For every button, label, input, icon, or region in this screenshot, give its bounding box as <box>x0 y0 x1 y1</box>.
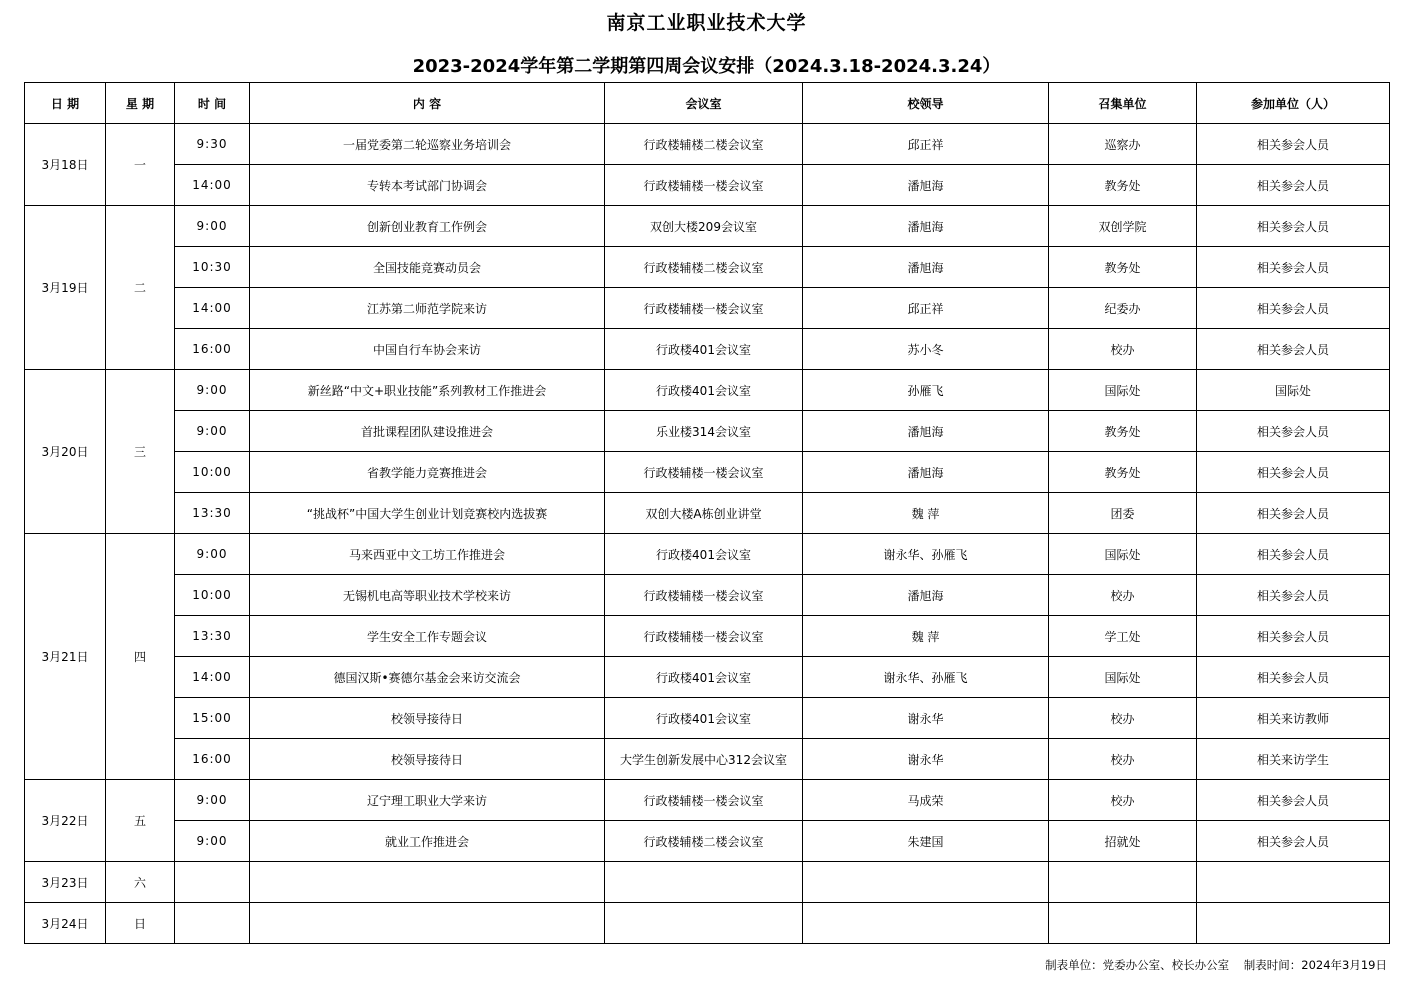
table-row <box>25 575 1390 616</box>
content-cell: 创新创业教育工作例会 <box>250 206 605 247</box>
weekday-cell: 四 <box>106 534 175 780</box>
table-row <box>25 411 1390 452</box>
attendees-cell: 相关参会人员 <box>1197 206 1390 247</box>
attendees-cell: 相关参会人员 <box>1197 247 1390 288</box>
time-cell <box>175 862 250 903</box>
attendees-cell: 相关参会人员 <box>1197 493 1390 534</box>
convener-cell: 校办 <box>1049 739 1197 780</box>
room-cell: 行政楼辅楼二楼会议室 <box>605 247 803 288</box>
header-content: 内 容 <box>250 83 605 124</box>
time-cell: 9:00 <box>175 821 250 862</box>
content-cell <box>250 903 605 944</box>
leader-cell: 潘旭海 <box>803 452 1049 493</box>
header-time: 时 间 <box>175 83 250 124</box>
header-row <box>25 83 1390 124</box>
content-cell: 辽宁理工职业大学来访 <box>250 780 605 821</box>
attendees-cell: 相关参会人员 <box>1197 452 1390 493</box>
content-cell: “挑战杯”中国大学生创业计划竞赛校内选拔赛 <box>250 493 605 534</box>
date-cell: 3月24日 <box>25 903 106 944</box>
leader-cell <box>803 862 1049 903</box>
leader-cell: 谢永华 <box>803 739 1049 780</box>
leader-cell: 潘旭海 <box>803 411 1049 452</box>
table-row <box>25 452 1390 493</box>
room-cell: 双创大楼209会议室 <box>605 206 803 247</box>
table-row <box>25 247 1390 288</box>
table-row <box>25 780 1390 821</box>
leader-cell: 潘旭海 <box>803 206 1049 247</box>
content-cell: 一届党委第二轮巡察业务培训会 <box>250 124 605 165</box>
leader-cell: 朱建国 <box>803 821 1049 862</box>
content-cell: 无锡机电高等职业技术学校来访 <box>250 575 605 616</box>
time-cell: 10:00 <box>175 575 250 616</box>
leader-cell: 谢永华、孙雁飞 <box>803 534 1049 575</box>
content-cell: 中国自行车协会来访 <box>250 329 605 370</box>
date-cell: 3月18日 <box>25 124 106 206</box>
time-cell: 15:00 <box>175 698 250 739</box>
content-cell: 马来西亚中文工坊工作推进会 <box>250 534 605 575</box>
table-row <box>25 862 1390 903</box>
room-cell: 行政楼辅楼一楼会议室 <box>605 780 803 821</box>
content-cell: 省教学能力竞赛推进会 <box>250 452 605 493</box>
room-cell: 双创大楼A栋创业讲堂 <box>605 493 803 534</box>
attendees-cell: 相关参会人员 <box>1197 534 1390 575</box>
room-cell: 行政楼辅楼二楼会议室 <box>605 821 803 862</box>
table-row <box>25 739 1390 780</box>
header-weekday: 星 期 <box>106 83 175 124</box>
header-leader: 校领导 <box>803 83 1049 124</box>
table-row <box>25 616 1390 657</box>
room-cell: 大学生创新发展中心312会议室 <box>605 739 803 780</box>
leader-cell: 邱正祥 <box>803 124 1049 165</box>
attendees-cell: 相关参会人员 <box>1197 821 1390 862</box>
table-row <box>25 329 1390 370</box>
convener-cell <box>1049 862 1197 903</box>
attendees-cell <box>1197 903 1390 944</box>
date-cell: 3月19日 <box>25 206 106 370</box>
room-cell: 行政楼辅楼一楼会议室 <box>605 575 803 616</box>
convener-cell: 校办 <box>1049 329 1197 370</box>
header-convener: 召集单位 <box>1049 83 1197 124</box>
convener-cell: 教务处 <box>1049 165 1197 206</box>
header-room: 会议室 <box>605 83 803 124</box>
table-row <box>25 821 1390 862</box>
weekday-cell: 六 <box>106 862 175 903</box>
weekday-cell: 三 <box>106 370 175 534</box>
table-row <box>25 657 1390 698</box>
weekday-cell: 二 <box>106 206 175 370</box>
content-cell: 学生安全工作专题会议 <box>250 616 605 657</box>
convener-cell: 教务处 <box>1049 411 1197 452</box>
attendees-cell: 相关参会人员 <box>1197 575 1390 616</box>
leader-cell: 孙雁飞 <box>803 370 1049 411</box>
room-cell: 行政楼辅楼二楼会议室 <box>605 124 803 165</box>
convener-cell <box>1049 903 1197 944</box>
content-cell: 江苏第二师范学院来访 <box>250 288 605 329</box>
weekday-cell: 日 <box>106 903 175 944</box>
convener-cell: 招就处 <box>1049 821 1197 862</box>
time-cell: 10:00 <box>175 452 250 493</box>
time-cell <box>175 903 250 944</box>
content-cell: 新丝路“中文+职业技能”系列教材工作推进会 <box>250 370 605 411</box>
leader-cell: 马成荣 <box>803 780 1049 821</box>
content-cell: 首批课程团队建设推进会 <box>250 411 605 452</box>
room-cell: 行政楼辅楼一楼会议室 <box>605 616 803 657</box>
room-cell: 乐业楼314会议室 <box>605 411 803 452</box>
convener-cell: 国际处 <box>1049 534 1197 575</box>
content-cell <box>250 862 605 903</box>
room-cell: 行政楼辅楼一楼会议室 <box>605 288 803 329</box>
convener-cell: 校办 <box>1049 780 1197 821</box>
header-date: 日 期 <box>25 83 106 124</box>
convener-cell: 学工处 <box>1049 616 1197 657</box>
time-cell: 9:00 <box>175 534 250 575</box>
time-cell: 9:00 <box>175 411 250 452</box>
content-cell: 德国汉斯•赛德尔基金会来访交流会 <box>250 657 605 698</box>
time-cell: 16:00 <box>175 329 250 370</box>
room-cell: 行政楼401会议室 <box>605 329 803 370</box>
time-cell: 10:30 <box>175 247 250 288</box>
time-cell: 9:00 <box>175 780 250 821</box>
time-cell: 9:30 <box>175 124 250 165</box>
time-cell: 9:00 <box>175 370 250 411</box>
weekday-cell: 五 <box>106 780 175 862</box>
leader-cell: 魏 萍 <box>803 616 1049 657</box>
weekday-cell: 一 <box>106 124 175 206</box>
time-cell: 13:30 <box>175 616 250 657</box>
room-cell <box>605 862 803 903</box>
attendees-cell: 相关来访学生 <box>1197 739 1390 780</box>
leader-cell: 魏 萍 <box>803 493 1049 534</box>
content-cell: 就业工作推进会 <box>250 821 605 862</box>
leader-cell: 潘旭海 <box>803 575 1049 616</box>
room-cell: 行政楼401会议室 <box>605 534 803 575</box>
attendees-cell: 相关参会人员 <box>1197 124 1390 165</box>
meeting-schedule-table <box>24 82 1390 944</box>
document-title: 南京工业职业技术大学 <box>606 12 807 34</box>
content-cell: 校领导接待日 <box>250 739 605 780</box>
content-cell: 专转本考试部门协调会 <box>250 165 605 206</box>
content-cell: 校领导接待日 <box>250 698 605 739</box>
table-row <box>25 124 1390 165</box>
convener-cell: 教务处 <box>1049 247 1197 288</box>
convener-cell: 国际处 <box>1049 657 1197 698</box>
time-cell: 14:00 <box>175 288 250 329</box>
leader-cell: 潘旭海 <box>803 165 1049 206</box>
attendees-cell: 相关参会人员 <box>1197 780 1390 821</box>
table-row <box>25 493 1390 534</box>
table-row <box>25 165 1390 206</box>
leader-cell: 邱正祥 <box>803 288 1049 329</box>
room-cell: 行政楼401会议室 <box>605 370 803 411</box>
time-cell: 14:00 <box>175 657 250 698</box>
attendees-cell: 相关参会人员 <box>1197 165 1390 206</box>
time-cell: 14:00 <box>175 165 250 206</box>
document-subtitle: 2023-2024学年第二学期第四周会议安排（2024.3.18-2024.3.24） <box>412 56 1001 77</box>
room-cell: 行政楼辅楼一楼会议室 <box>605 165 803 206</box>
footer-maker: 制表单位：党委办公室、校长办公室 <box>1045 958 1230 972</box>
attendees-cell: 相关参会人员 <box>1197 288 1390 329</box>
header-attendees: 参加单位（人） <box>1197 83 1390 124</box>
room-cell: 行政楼401会议室 <box>605 657 803 698</box>
convener-cell: 巡察办 <box>1049 124 1197 165</box>
leader-cell <box>803 903 1049 944</box>
attendees-cell: 相关参会人员 <box>1197 616 1390 657</box>
leader-cell: 苏小冬 <box>803 329 1049 370</box>
convener-cell: 团委 <box>1049 493 1197 534</box>
table-row <box>25 698 1390 739</box>
date-cell: 3月23日 <box>25 862 106 903</box>
attendees-cell: 国际处 <box>1197 370 1390 411</box>
convener-cell: 教务处 <box>1049 452 1197 493</box>
footer <box>1045 957 1387 973</box>
time-cell: 9:00 <box>175 206 250 247</box>
leader-cell: 谢永华 <box>803 698 1049 739</box>
date-cell: 3月20日 <box>25 370 106 534</box>
attendees-cell: 相关来访教师 <box>1197 698 1390 739</box>
attendees-cell: 相关参会人员 <box>1197 329 1390 370</box>
time-cell: 13:30 <box>175 493 250 534</box>
attendees-cell: 相关参会人员 <box>1197 657 1390 698</box>
room-cell: 行政楼辅楼一楼会议室 <box>605 452 803 493</box>
footer-made-time: 制表时间：2024年3月19日 <box>1243 958 1387 972</box>
date-cell: 3月21日 <box>25 534 106 780</box>
convener-cell: 校办 <box>1049 575 1197 616</box>
attendees-cell: 相关参会人员 <box>1197 411 1390 452</box>
date-cell: 3月22日 <box>25 780 106 862</box>
table-row <box>25 903 1390 944</box>
leader-cell: 谢永华、孙雁飞 <box>803 657 1049 698</box>
room-cell <box>605 903 803 944</box>
attendees-cell <box>1197 862 1390 903</box>
room-cell: 行政楼401会议室 <box>605 698 803 739</box>
content-cell: 全国技能竞赛动员会 <box>250 247 605 288</box>
convener-cell: 双创学院 <box>1049 206 1197 247</box>
leader-cell: 潘旭海 <box>803 247 1049 288</box>
table-row <box>25 206 1390 247</box>
convener-cell: 校办 <box>1049 698 1197 739</box>
table-row <box>25 288 1390 329</box>
table-row <box>25 370 1390 411</box>
convener-cell: 国际处 <box>1049 370 1197 411</box>
table-row <box>25 534 1390 575</box>
time-cell: 16:00 <box>175 739 250 780</box>
schedule-body <box>25 124 1390 944</box>
convener-cell: 纪委办 <box>1049 288 1197 329</box>
